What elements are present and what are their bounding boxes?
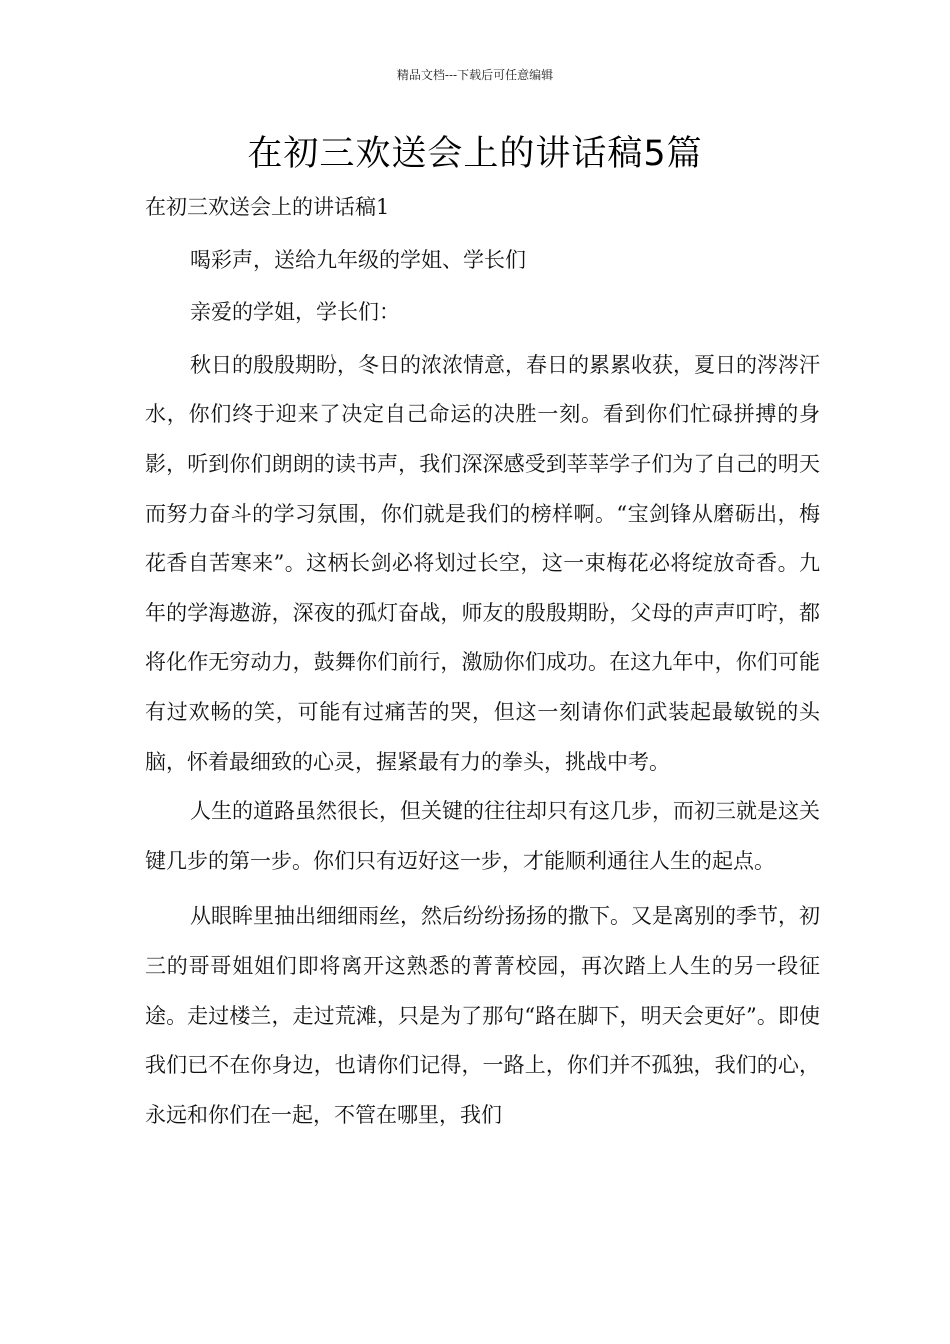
body-paragraph: 人生的道路虽然很长，但关键的往往却只有这几步，而初三就是这关键几步的第一步。你们只有迈好这一步，才能顺利通往人生的起点。 (145, 799, 820, 873)
body-paragraph: 从眼眸里抽出细细雨丝，然后纷纷扬扬的撒下。又是离别的季节，初三的哥哥姐姐们即将离开这熟悉的菁菁校园，再次踏上人生的另一段征途。走过楼兰，走过荒滩，只是为了那句“路在脚下，明天会更好”。即使我们已不在你身边，也请你们记得，一路上，你们并不孤独，我们的心，永远和你们在一起，不管在哪里，我们 (145, 904, 820, 1127)
document-title: 在初三欢送会上的讲话稿5篇 (247, 134, 703, 174)
document-body (145, 183, 820, 1140)
body-paragraph: 喝彩声，送给九年级的学姐、学长们 (190, 247, 526, 272)
salutation: 亲爱的学姐，学长们： (190, 300, 400, 325)
section-heading: 在初三欢送会上的讲话稿1 (145, 195, 390, 219)
header-note: 精品文档---下载后可任意编辑 (396, 68, 554, 82)
body-paragraph: 秋日的殷殷期盼，冬日的浓浓情意，春日的累累收获，夏日的涔涔汗水，你们终于迎来了决定自己命运的决胜一刻。看到你们忙碌拼搏的身影，听到你们朗朗的读书声，我们深深感受到莘莘学子们为了自己的明天而努力奋斗的学习氛围，你们就是我们的榜样啊。“宝剑锋从磨砺出，梅花香自苦寒来”。这柄长剑必将划过长空，这一束梅花必将绽放奇香。九年的学海遨游，深夜的孤灯奋战，师友的殷殷期盼，父母的声声叮咛，都将化作无穷动力，鼓舞你们前行，激励你们成功。在这九年中，你们可能有过欢畅的笑，可能有过痛苦的哭，但这一刻请你们武装起最敏锐的头脑，怀着最细致的心灵，握紧最有力的拳头，挑战中考。 (145, 352, 820, 774)
